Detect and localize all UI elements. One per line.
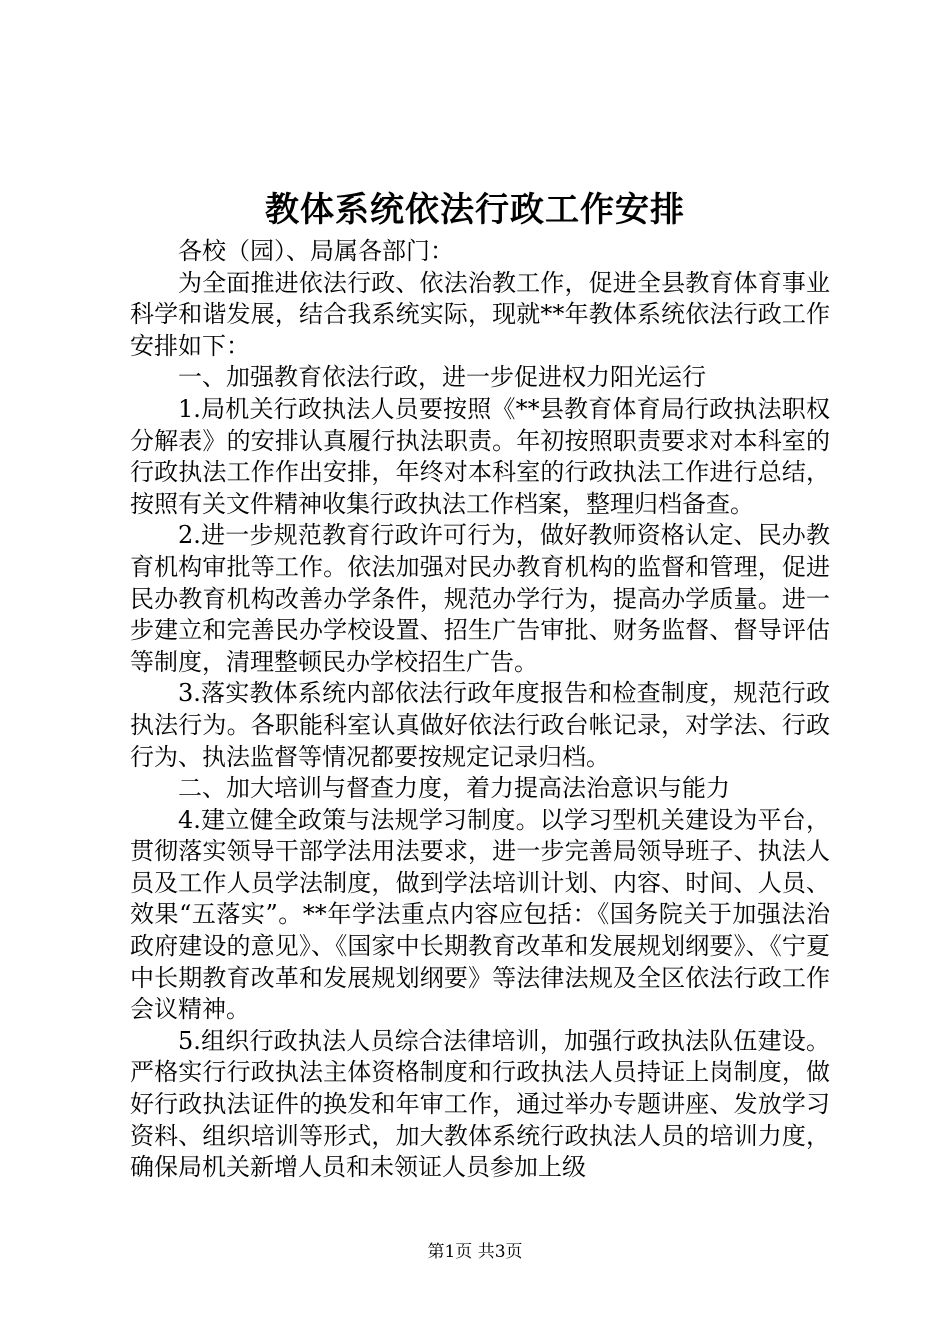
paragraph-item-5: 5.组织行政执法人员综合法律培训，加强行政执法队伍建设。严格实行行政执法主体资格制度和行政执法人员持证上岗制度，做好行政执法证件的换发和年审工作，通过举办专题讲座、发放学习资料、组织培训等形式，加大教体系统行政执法人员的培训力度，确保局机关新增人员和未领证人员参加上级	[130, 1026, 830, 1182]
paragraph-salutation: 各校（园）、局属各部门：	[178, 237, 454, 265]
document-title: 教体系统依法行政工作安排	[265, 190, 685, 230]
paragraph-item-1: 1.局机关行政执法人员要按照《**县教育体育局行政执法职权分解表》的安排认真履行执法职责。年初按照职责要求对本科室的行政执法工作作出安排，年终对本科室的行政执法工作进行总结，按照有关文件精神收集行政执法工作档案，整理归档备查。	[130, 394, 830, 518]
paragraph-item-2: 2.进一步规范教育行政许可行为，做好教师资格认定、民办教育机构审批等工作。依法加强对民办教育机构的监督和管理，促进民办教育机构改善办学条件，规范办学行为，提高办学质量。进一步建立和完善民办学校设置、招生广告审批、财务监督、督导评估等制度，清理整顿民办学校招生广告。	[130, 521, 830, 676]
section-heading-2: 二、加大培训与督查力度，着力提高法治意识与能力	[178, 774, 730, 803]
paragraph-item-3: 3.落实教体系统内部依法行政年度报告和检查制度，规范行政执法行为。各职能科室认真做好依法行政台帐记录，对学法、行政行为、执法监督等情况都要按规定记录归档。	[130, 679, 830, 771]
page-number-footer: 第1页 共3页	[427, 1242, 523, 1262]
section-heading-1: 一、加强教育依法行政，进一步促进权力阳光运行	[178, 363, 706, 392]
paragraph-item-4: 4.建立健全政策与法规学习制度。以学习型机关建设为平台，贯彻落实领导干部学法用法要求，进一步完善局领导班子、执法人员及工作人员学法制度，做到学法培训计划、内容、时间、人员、效果“五落实”。**年学法重点内容应包括：《国务院关于加强法治政府建设的意见》、《国家中长期教育改革和发展规划纲要》、《宁夏中长期教育改革和发展规划纲要》等法律法规及全区依法行政工作会议精神。	[130, 805, 830, 1024]
paragraph-intro: 为全面推进依法行政、依法治教工作，促进全县教育体育事业科学和谐发展，结合我系统实际，现就**年教体系统依法行政工作安排如下：	[130, 268, 830, 360]
document-body	[130, 236, 830, 1184]
